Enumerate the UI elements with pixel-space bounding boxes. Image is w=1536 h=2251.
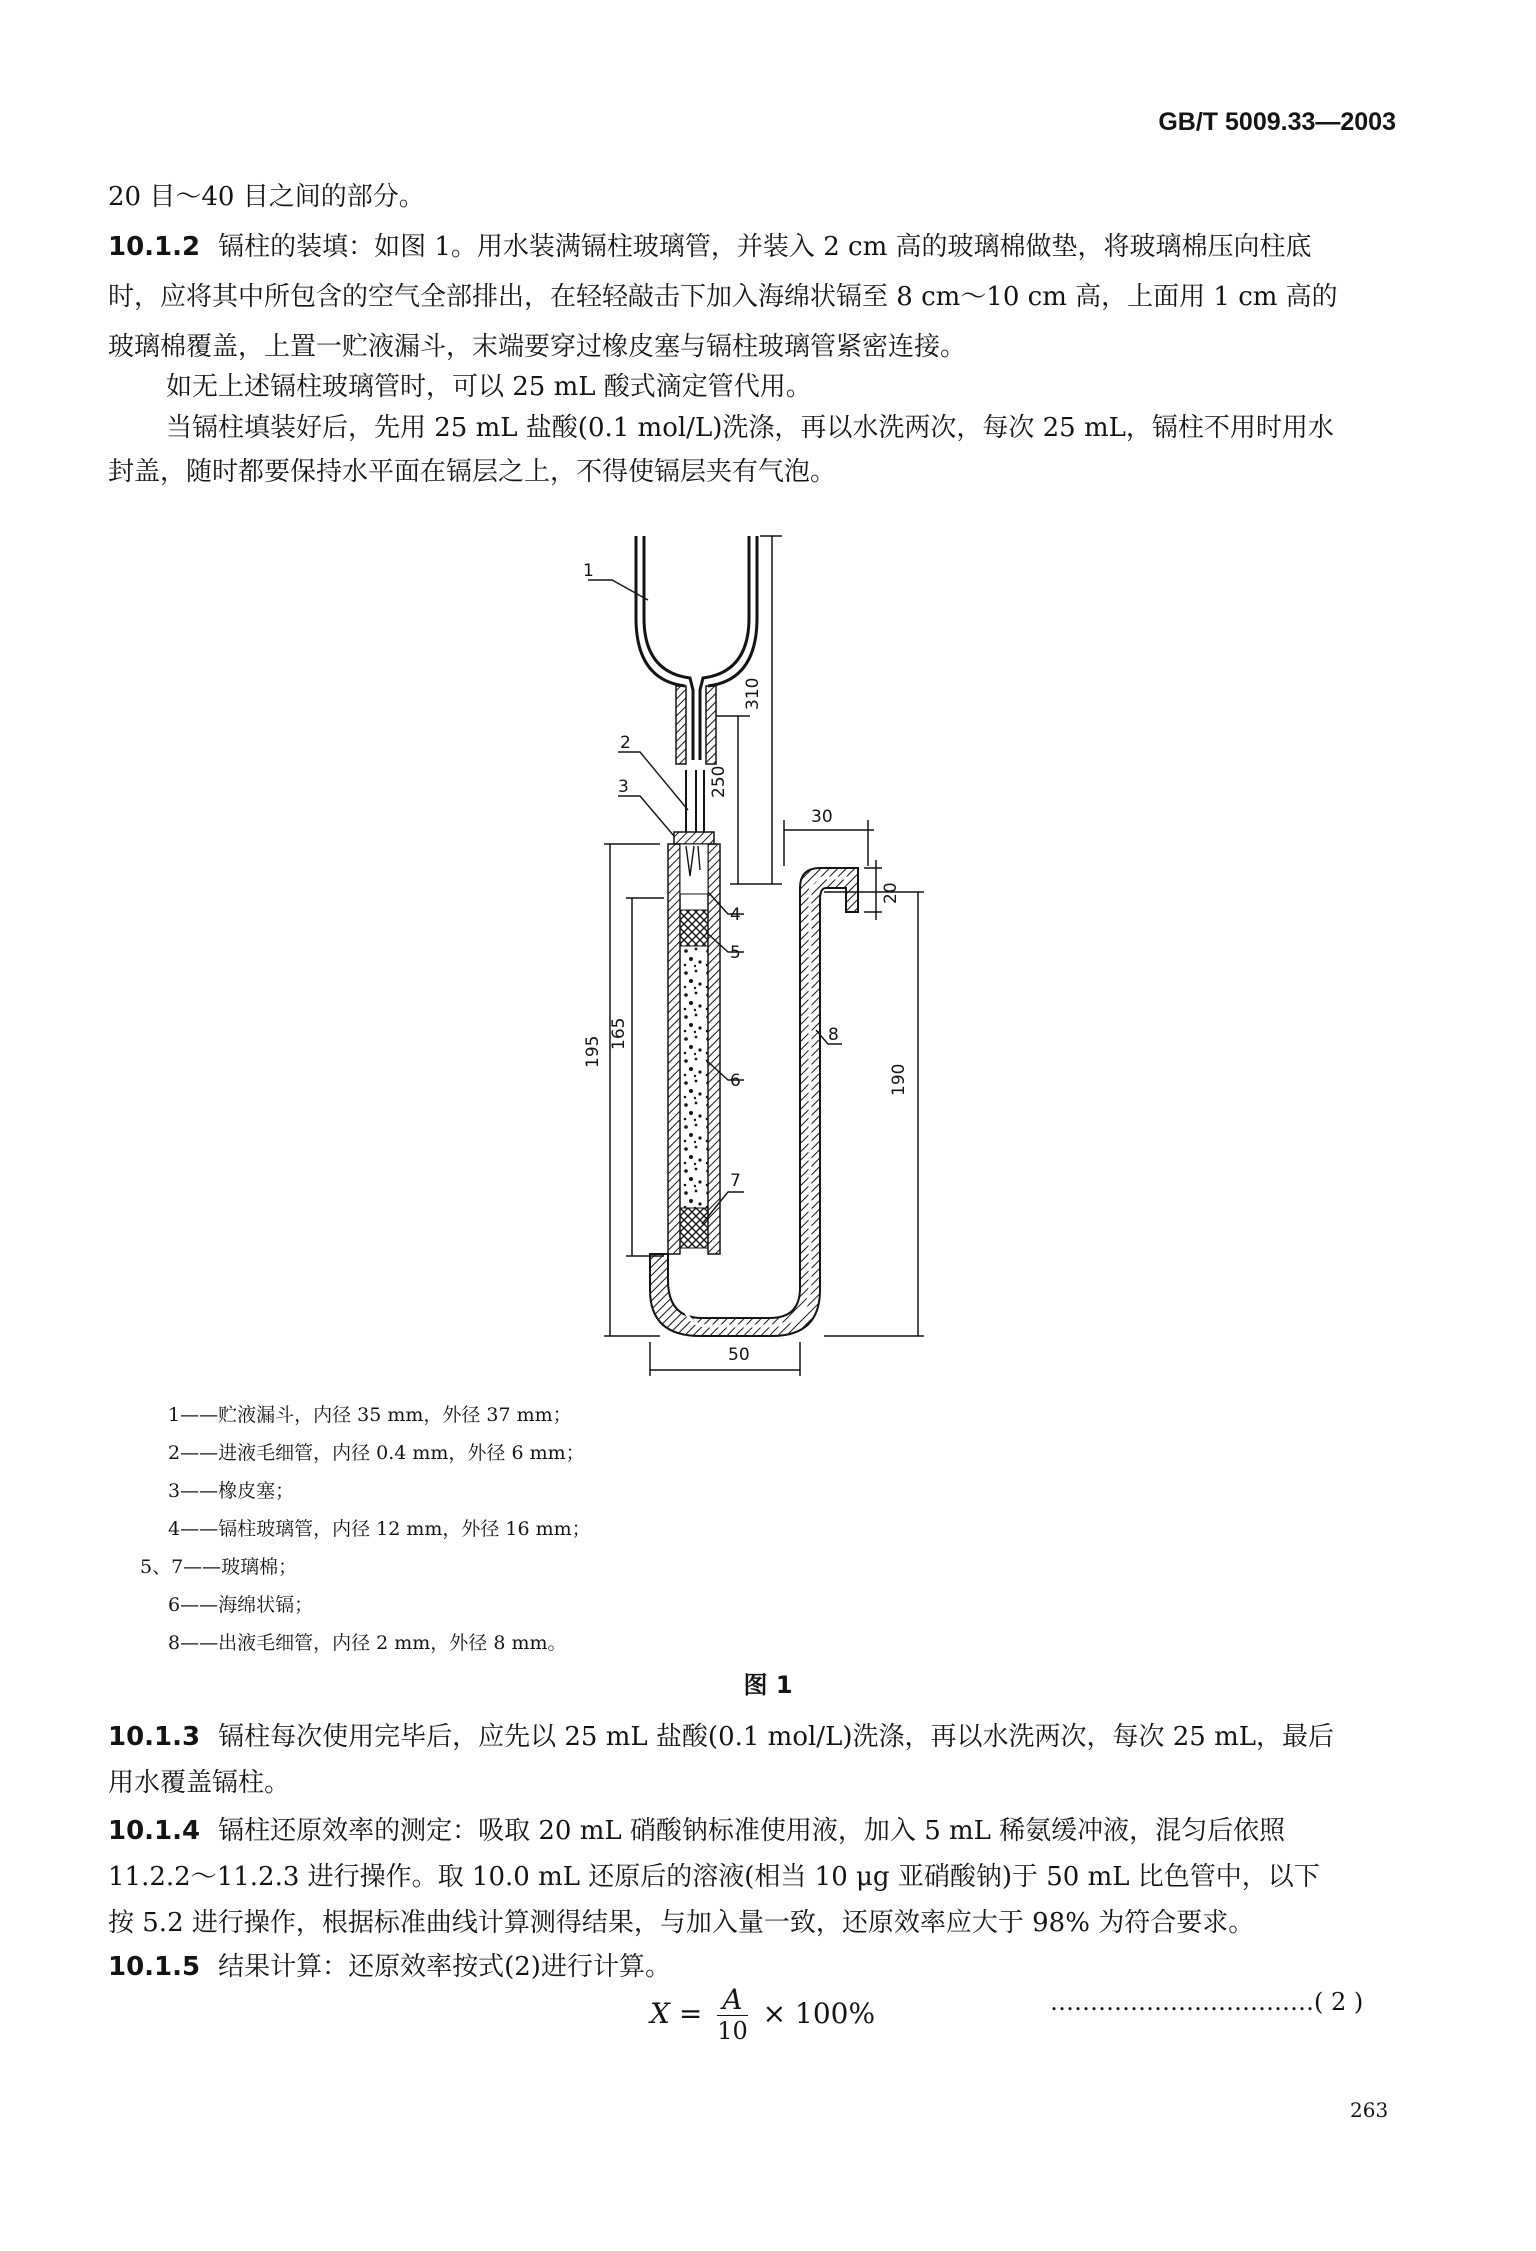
dimension-lines (604, 536, 924, 1376)
dim-30: 30 (811, 807, 833, 827)
legend-item-8: 8——出液毛细管，内径 2 mm，外径 8 mm。 (168, 1632, 567, 1654)
legend-item-6: 6——海绵状镉； (168, 1594, 314, 1616)
paragraph-substitute: 如无上述镉柱玻璃管时，可以 25 mL 酸式滴定管代用。 (166, 372, 812, 402)
funnel (636, 536, 757, 760)
dim-310: 310 (743, 677, 763, 710)
section-10-1-3-line2: 用水覆盖镉柱。 (108, 1768, 291, 1798)
dim-195: 195 (583, 1035, 603, 1068)
dim-50: 50 (728, 1345, 750, 1365)
section-10-1-4-line1: 10.1.4 镉柱还原效率的测定：吸取 20 mL 硝酸钠标准使用液，加入 5 mL 稀氨缓冲液，混匀后依照 (108, 1816, 1286, 1846)
section-10-1-3-line1: 10.1.3 镉柱每次使用完毕后，应先以 25 mL 盐酸(0.1 mol/L)洗涤，再以水洗两次，每次 25 mL，最后 (108, 1722, 1335, 1752)
formula-lhs: X = (650, 1997, 703, 2030)
formula-fraction (717, 1985, 748, 2046)
column-tube (668, 844, 720, 1254)
callout-2: 2 (620, 733, 631, 753)
legend-item-2: 2——进液毛细管，内径 0.4 mm，外径 6 mm； (168, 1442, 585, 1464)
dim-250: 250 (709, 765, 729, 798)
dim-20: 20 (881, 882, 901, 904)
paragraph-wash-line2: 封盖，随时都要保持水平面在镉层之上，不得使镉层夹有气泡。 (108, 457, 837, 487)
section-10-1-2-line2: 时，应将其中所包含的空气全部排出，在轻轻敲击下加入海绵状镉至 8 cm～10 cm 高，上面用 1 cm 高的 (108, 282, 1338, 312)
legend-item-1: 1——贮液漏斗，内径 35 mm，外径 37 mm； (168, 1404, 572, 1426)
formula-numerator: A (717, 1985, 748, 2016)
section-10-1-4-line2: 11.2.2～11.2.3 进行操作。取 10.0 mL 还原后的溶液(相当 10 μg 亚硝酸钠)于 50 mL 比色管中，以下 (108, 1862, 1320, 1892)
section-number: 10.1.5 (108, 1952, 201, 1982)
callout-1: 1 (583, 561, 594, 581)
formula-2 (650, 1985, 875, 2046)
section-10-1-2-line1: 10.1.2 镉柱的装填：如图 1。用水装满镉柱玻璃管，并装入 2 cm 高的玻璃棉做垫，将玻璃棉压向柱底 (108, 232, 1312, 262)
section-number: 10.1.2 (108, 232, 201, 262)
page-number: 263 (1350, 2098, 1389, 2122)
legend-item-4: 4——镉柱玻璃管，内径 12 mm，外径 16 mm； (168, 1518, 591, 1540)
dim-190: 190 (889, 1063, 909, 1096)
paragraph-continuation: 20 目～40 目之间的部分。 (108, 182, 425, 212)
callout-4: 4 (730, 905, 741, 925)
legend-item-5-7: 5、7——玻璃棉； (140, 1556, 298, 1578)
formula-denominator: 10 (717, 2017, 748, 2045)
section-10-1-2-line3: 玻璃棉覆盖，上置一贮液漏斗，末端要穿过橡皮塞与镉柱玻璃管紧密连接。 (108, 332, 967, 362)
callout-8: 8 (828, 1025, 839, 1045)
figure-title: 图 1 (743, 1671, 793, 1699)
callout-6: 6 (730, 1071, 741, 1091)
paragraph-wash-line1: 当镉柱填装好后，先用 25 mL 盐酸(0.1 mol/L)洗涤，再以水洗两次，每次 25 mL，镉柱不用时用水 (166, 413, 1334, 443)
section-number: 10.1.4 (108, 1816, 201, 1846)
standard-number: GB/T 5009.33—2003 (1158, 108, 1396, 136)
dim-165: 165 (609, 1017, 629, 1050)
equation-number-line (1050, 1988, 1363, 2016)
section-number: 10.1.3 (108, 1722, 201, 1752)
equation-number: ( 2 ) (1314, 1988, 1364, 2016)
leader-dots: …………………………… (1050, 1988, 1314, 2016)
callout-5: 5 (730, 943, 741, 963)
legend-item-3: 3——橡皮塞； (168, 1480, 295, 1502)
callout-3: 3 (618, 777, 629, 797)
section-10-1-5-line1: 10.1.5 结果计算：还原效率按式(2)进行计算。 (108, 1952, 671, 1982)
inlet-capillary (686, 770, 704, 832)
formula-rhs: × 100% (762, 1997, 876, 2030)
callout-7: 7 (730, 1171, 741, 1191)
section-10-1-4-line3: 按 5.2 进行操作，根据标准曲线计算测得结果，与加入量一致，还原效率应大于 98% 为符合要求。 (108, 1908, 1255, 1938)
